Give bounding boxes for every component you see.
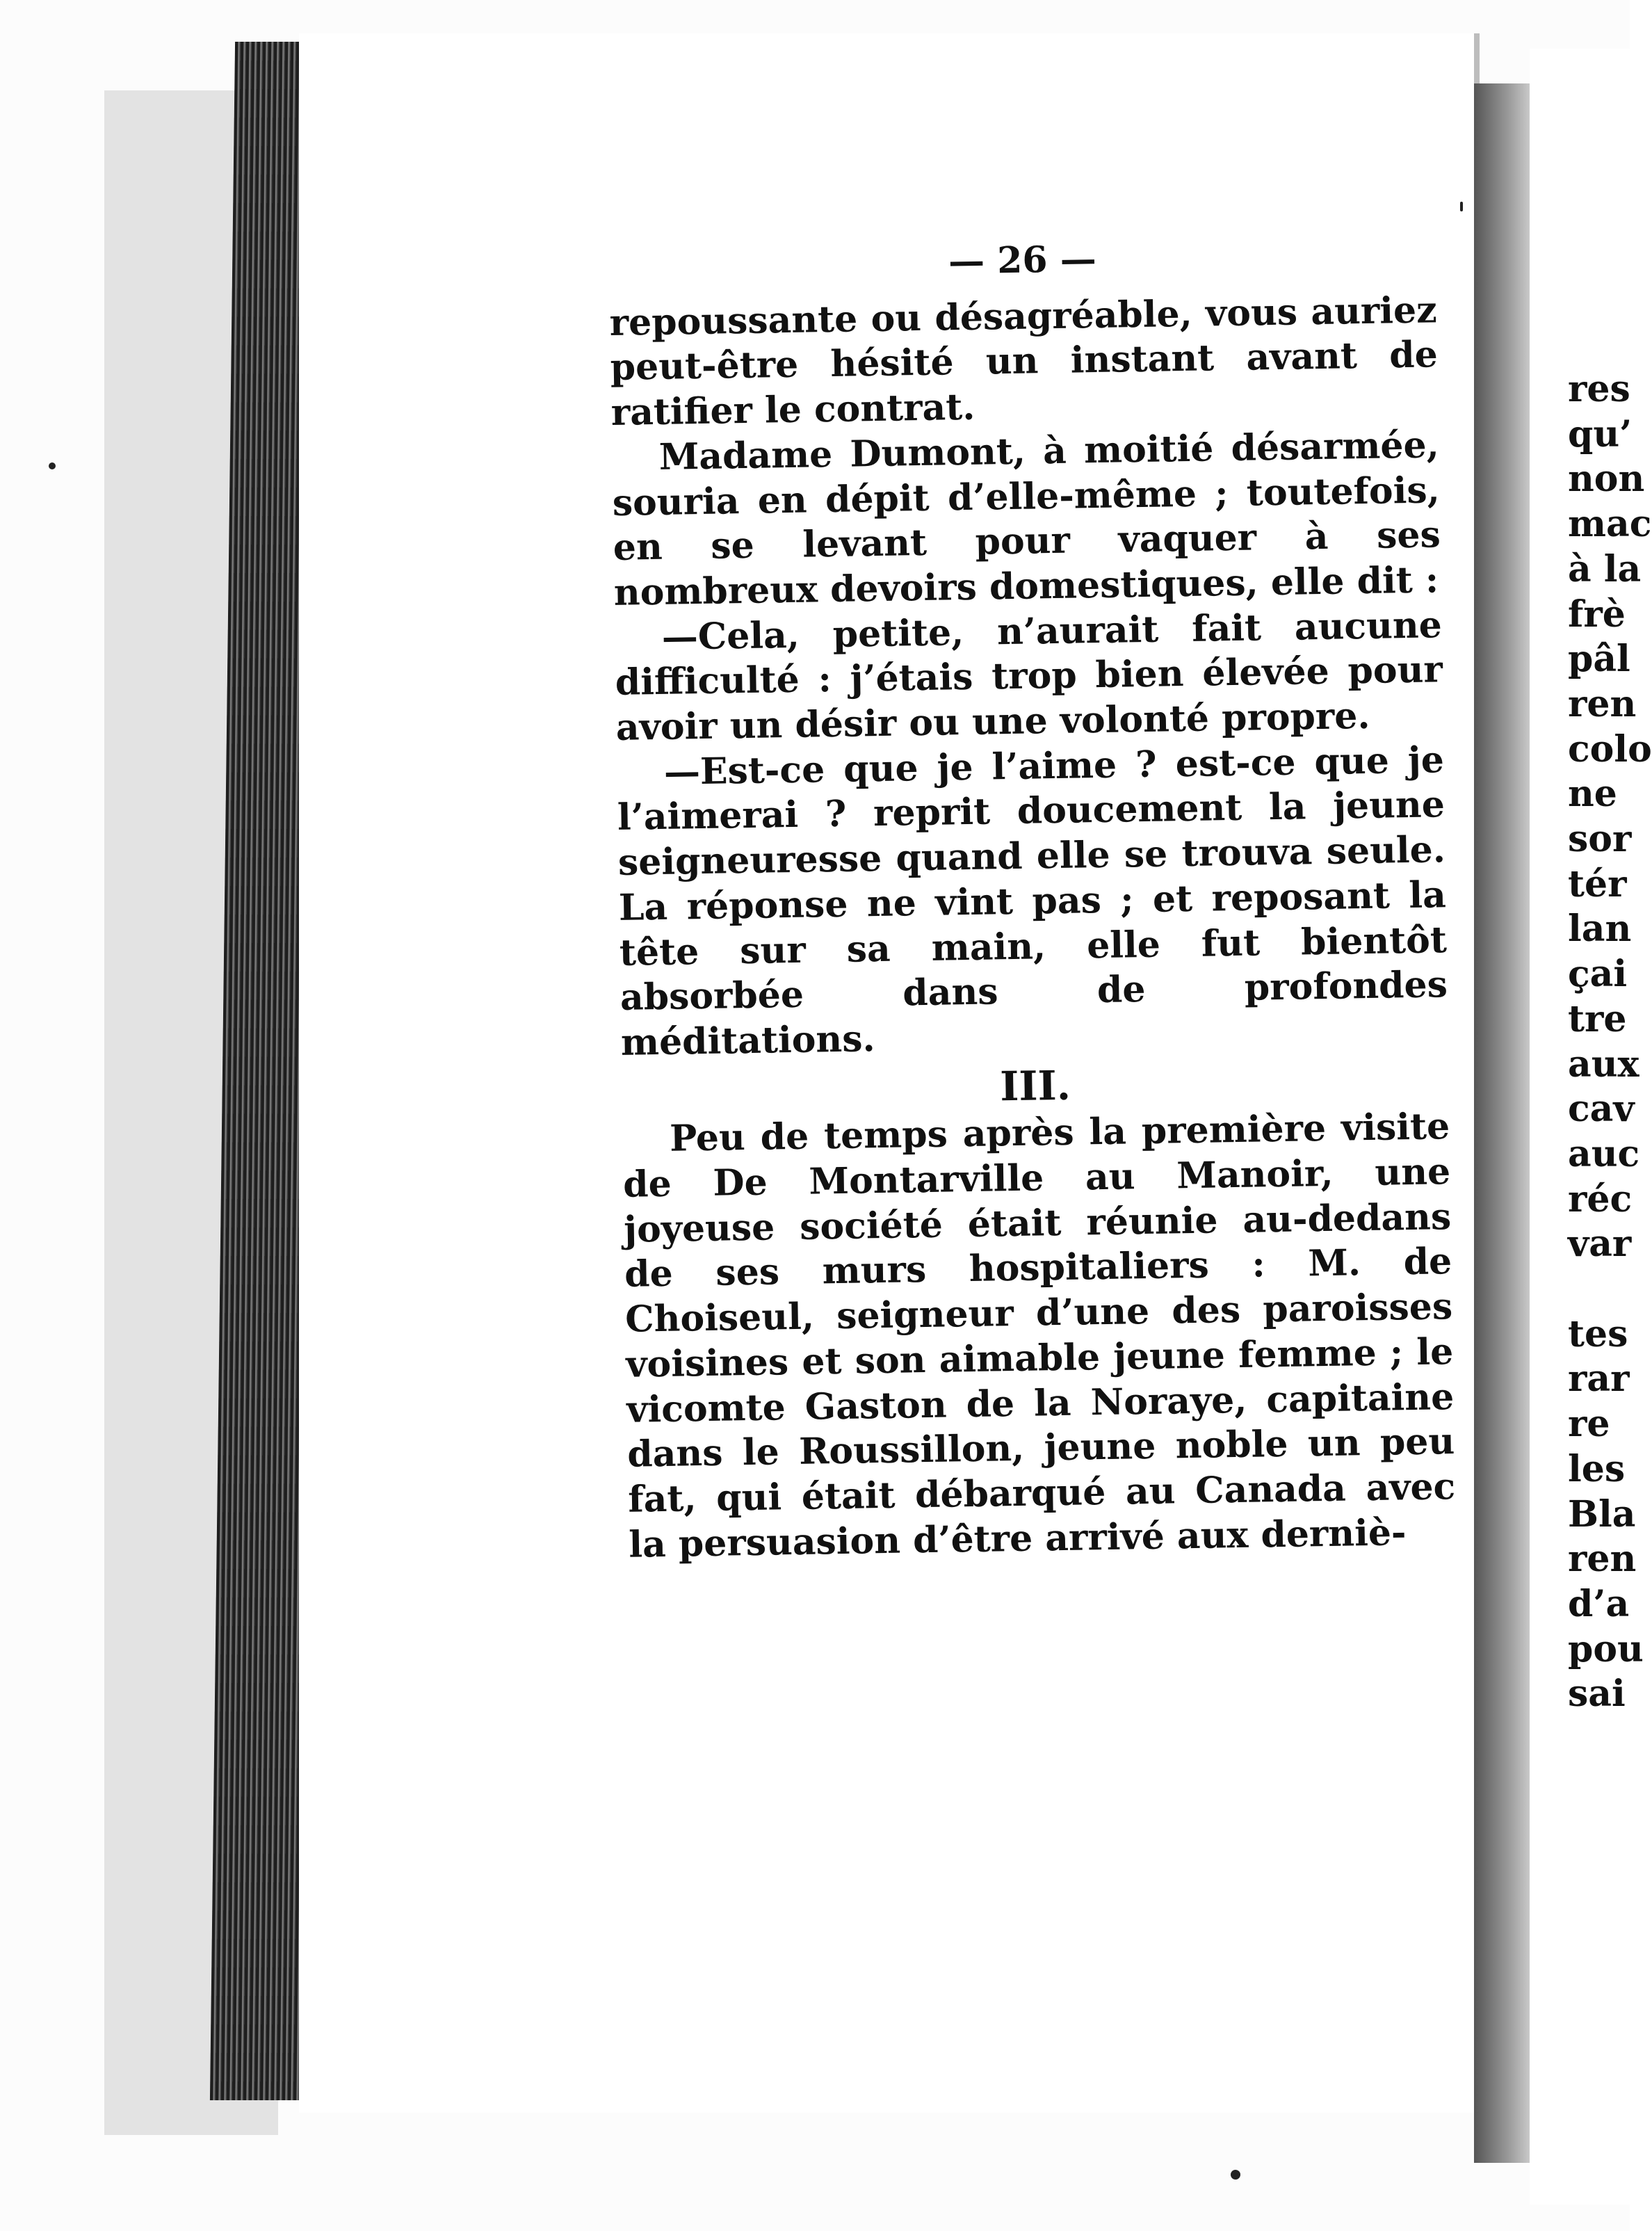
paragraph: repoussante ou désagréable, vous auriez peut-être hésité un instant avant de ratifier le contrat. [609,289,1439,435]
right-page-line-fragment: sor [1568,818,1632,861]
right-page-line-fragment: d’a [1568,1582,1630,1625]
ink-speck [1231,2170,1240,2180]
paragraph: Madame Dumont, à moitié désarmée, souria en dépit d’elle-même ; toutefois, en se levant pour vaquer à ses nombreux devoirs domestiques, elle dit : [612,424,1441,614]
paragraph: —Est-ce que je l’aime ? est-ce que je l’aimerai ? reprit doucement la jeune seigneuresse quand elle se trouva seule. La réponse ne vint pas ; et reposant la tête sur sa main, elle fut bientôt absorbée dans de profondes méditations. [617,738,1448,1064]
right-page-text-fragments [1568,367,1651,1717]
right-page-line-fragment: à la [1568,547,1642,590]
right-page-line-fragment [1568,1267,1651,1312]
right-page-line-fragment: var [1568,1223,1632,1266]
paragraph: —Cela, petite, n’aurait fait aucune difficulté : j’étais trop bien élevée pour avoir un désir ou une volonté propre. [615,603,1443,749]
right-page-line-fragment: cav [1568,1088,1635,1131]
right-page-line-fragment: re [1568,1403,1610,1446]
book-gutter-shadow [1474,83,1537,2163]
right-page-line-fragment: ren [1568,682,1637,725]
right-page-line-fragment: sai [1568,1673,1626,1716]
chapter-heading: III. [999,1061,1071,1110]
right-page-line-fragment: auc [1568,1132,1640,1175]
right-page-line-fragment: les [1568,1447,1626,1490]
right-page-line-fragment: pou [1568,1627,1644,1670]
paragraph: Peu de temps après la première visite de De Montarville au Manoir, une joyeuse société était réunie au-dedans de ses murs hospitaliers : M. de Choiseul, seigneur d’une des paroisses voisines et son aimable jeune femme ; le vicomte Gaston de la Noraye, capitaine dans le Roussillon, jeune noble un peu fat, qui était débarqué au Canada avec la persuasion d’être arrivé aux derniè- [622,1105,1456,1566]
right-page-line-fragment: aux [1568,1042,1639,1086]
right-page-line-fragment: tér [1568,862,1627,905]
right-page-line-fragment: pâl [1568,638,1630,681]
right-page-line-fragment: res [1568,368,1630,410]
right-page-line-fragment: ren [1568,1538,1637,1581]
ink-speck [49,462,56,469]
right-page-line-fragment: tre [1568,997,1627,1040]
right-page-line-fragment: réc [1568,1177,1633,1221]
right-page-line-fragment: colo [1568,727,1652,771]
right-page-line-fragment: tes [1568,1312,1628,1355]
right-page-line-fragment: mac [1568,503,1652,546]
page-text-block [608,232,1457,1568]
page-number: — 26 — [948,237,1097,283]
right-page-line-fragment: non [1568,458,1645,501]
right-page-line-fragment: rar [1568,1358,1630,1401]
right-page-line-fragment: lan [1568,908,1632,951]
right-page-line-fragment: frè [1568,593,1626,636]
right-page-line-fragment: çai [1568,953,1628,996]
ink-speck [1460,202,1463,211]
right-page-line-fragment: ne [1568,773,1617,816]
right-page-line-fragment: Bla [1568,1492,1636,1536]
right-page-line-fragment: qu’ [1568,412,1633,456]
